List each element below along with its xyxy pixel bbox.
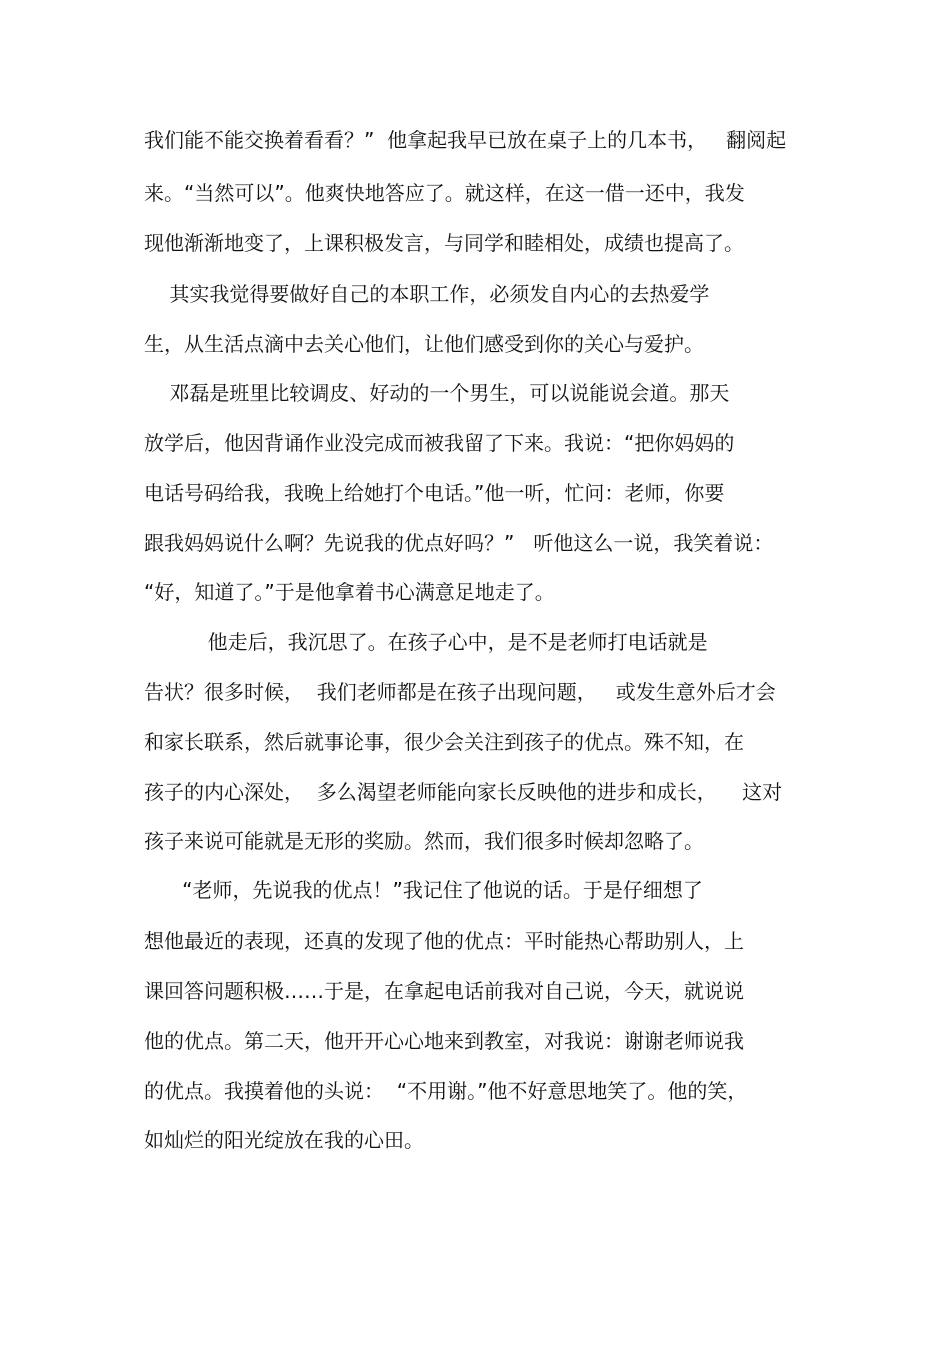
paragraph-start-line: “老师，先说我的优点！”我记住了他说的话。于是仔细想了 (144, 878, 703, 902)
text-line: 现他渐渐地变了，上课积极发言，与同学和睦相处，成绩也提高了。 (144, 231, 744, 255)
text-line: 的优点。我摸着他的头说： “不用谢。”他不好意思地笑了。他的笑， (144, 1079, 748, 1103)
text-line: 来。“当然可以”。他爽快地答应了。就这样，在这一借一还中，我发 (144, 181, 745, 205)
text-line: 跟我妈妈说什么啊？先说我的优点好吗？” 听他这么一说，我笑着说： (144, 531, 774, 555)
text-line: 放学后，他因背诵作业没完成而被我留了下来。我说：“把你妈妈的 (144, 431, 735, 455)
text-line: 孩子的内心深处， 多么渴望老师能向家长反映他的进步和成长， 这对 (144, 780, 783, 804)
paragraph-start-line: 他走后，我沉思了。在孩子心中，是不是老师打电话就是 (144, 630, 708, 654)
text-line: 想他最近的表现，还真的发现了他的优点：平时能热心帮助别人，上 (144, 929, 744, 953)
text-line: 生，从生活点滴中去关心他们，让他们感受到你的关心与爱护。 (144, 332, 704, 356)
text-line: “好，知道了。”于是他拿着书心满意足地走了。 (144, 580, 555, 604)
text-line: 孩子来说可能就是无形的奖励。然而，我们很多时候却忽略了。 (144, 829, 704, 853)
text-line: 如灿烂的阳光绽放在我的心田。 (144, 1128, 424, 1152)
text-line: 告状？很多时候， 我们老师都是在孩子出现问题， 或发生意外后才会 (144, 680, 776, 704)
text-line: 我们能不能交换着看看？” 他拿起我早已放在桌子上的几本书， 翻阅起 (144, 128, 787, 152)
text-line: 和家长联系，然后就事论事，很少会关注到孩子的优点。殊不知，在 (144, 730, 744, 754)
text-line: 电话号码给我，我晚上给她打个电话。”他一听，忙问：老师，你要 (144, 481, 725, 505)
paragraph-start-line: 邓磊是班里比较调皮、好动的一个男生，可以说能说会道。那天 (144, 381, 730, 405)
text-line: 他的优点。第二天，他开开心心地来到教室，对我说：谢谢老师说我 (144, 1029, 744, 1053)
paragraph-start-line: 其实我觉得要做好自己的本职工作，必须发自内心的去热爱学 (144, 282, 710, 306)
text-line: 课回答问题积极……于是，在拿起电话前我对自己说，今天，就说说 (144, 979, 744, 1003)
